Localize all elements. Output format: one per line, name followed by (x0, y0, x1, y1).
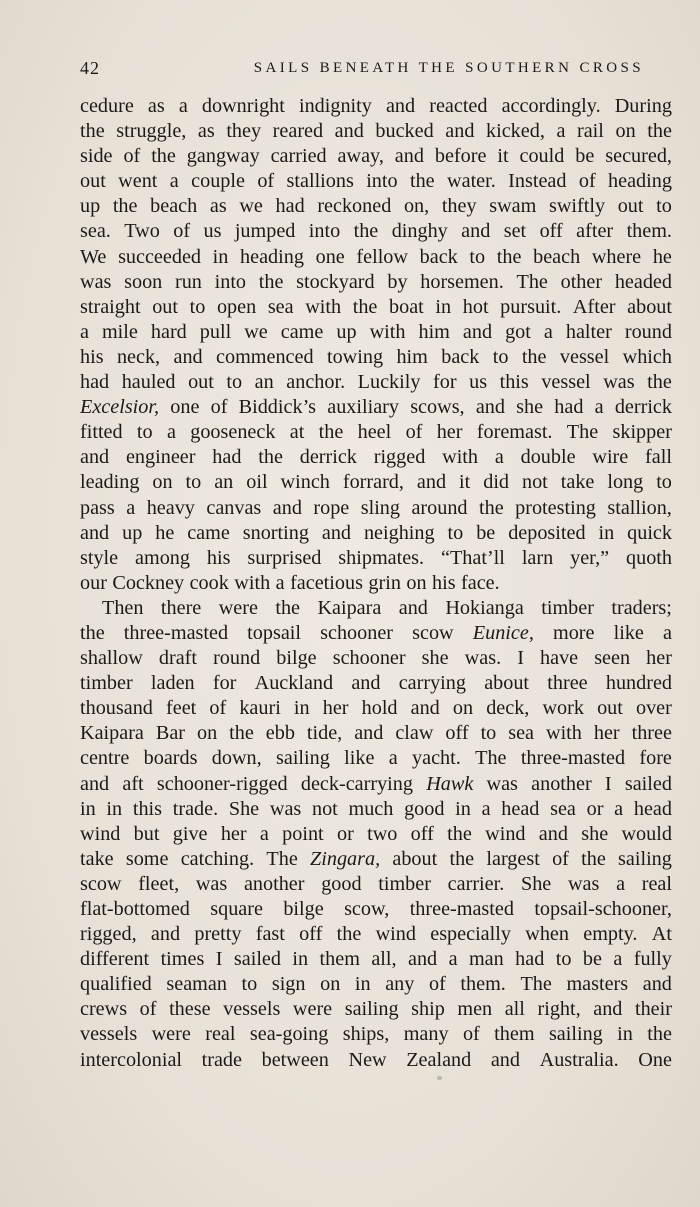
text-line: the three-masted topsail schooner scow Eunice, more like a (80, 621, 672, 644)
text-line: up the beach as we had reckoned on, they swam swiftly out to (80, 195, 672, 218)
text-line: and up he came snorting and neighing to be deposited in quick (80, 521, 672, 544)
text-line: and aft schooner-rigged deck-carrying Hawk was another I sailed (80, 772, 672, 795)
text-line: and engineer had the derrick rigged with a double wire fall (80, 446, 672, 469)
text-line: cedure as a downright indignity and reacted accordingly. During (80, 95, 672, 117)
text-line: We succeeded in heading one fellow back to the beach where he (80, 245, 672, 268)
text-line: side of the gangway carried away, and before it could be secured, (80, 145, 672, 168)
text-line: straight out to open sea with the boat in hot pursuit. After about (80, 295, 672, 318)
text-line: was soon run into the stockyard by horsemen. The other headed (80, 270, 672, 293)
text-line: crews of these vessels were sailing ship men all right, and their (80, 998, 672, 1021)
text-line: scow fleet, was another good timber carrier. She was a real (80, 872, 672, 895)
text-line: different times I sailed in them all, and a man had to be a fully (80, 948, 672, 971)
text-line: in in this trade. She was not much good in a head sea or a head (80, 797, 672, 820)
text-line: our Cockney cook with a facetious grin on his face. (80, 571, 500, 594)
text-line: shallow draft round bilge schooner she was. I have seen her (80, 647, 672, 670)
text-line: timber laden for Auckland and carrying about three hundred (80, 672, 672, 695)
text-line: pass a heavy canvas and rope sling around the protesting stallion, (80, 496, 672, 519)
text-line: centre boards down, sailing like a yacht. The three-masted fore (80, 747, 672, 770)
running-title: SAILS BENEATH THE SOUTHERN CROSS (253, 60, 644, 76)
text-line: Then there were the Kaipara and Hokianga timber traders; (102, 596, 672, 619)
page-number: 42 (80, 58, 100, 78)
text-line: wind but give her a point or two off the wind and she would (80, 822, 672, 845)
text-line: his neck, and commenced towing him back to the vessel which (80, 345, 672, 368)
text-line: out went a couple of stallions into the water. Instead of heading (80, 170, 672, 193)
text-line: leading on to an oil winch forrard, and it did not take long to (80, 471, 672, 494)
text-line: take some catching. The Zingara, about the largest of the sailing (80, 847, 672, 870)
body-text (80, 94, 672, 1073)
text-line: flat-bottomed square bilge scow, three-masted topsail-schooner, (80, 898, 672, 920)
text-line: style among his surprised shipmates. “That’ll larn yer,” quoth (80, 546, 672, 569)
text-line: Excelsior, one of Biddick’s auxiliary scows, and she had a derrick (80, 396, 672, 419)
text-line: fitted to a gooseneck at the heel of her foremast. The skipper (80, 421, 672, 444)
text-line: the struggle, as they reared and bucked and kicked, a rail on the (80, 120, 672, 143)
running-header (80, 58, 644, 84)
text-line: sea. Two of us jumped into the dinghy and set off after them. (80, 220, 672, 243)
text-line: thousand feet of kauri in her hold and on deck, work out over (80, 697, 672, 720)
text-line: Kaipara Bar on the ebb tide, and claw off to sea with her three (80, 722, 672, 745)
text-line: intercolonial trade between New Zealand and Australia. One (80, 1048, 672, 1071)
text-line: a mile hard pull we came up with him and got a halter round (80, 320, 672, 343)
paper-speck (437, 1076, 442, 1080)
text-line: had hauled out to an anchor. Luckily for us this vessel was the (80, 371, 672, 394)
text-line: vessels were real sea-going ships, many of them sailing in the (80, 1023, 672, 1046)
text-line: qualified seaman to sign on in any of them. The masters and (80, 973, 672, 996)
text-line: rigged, and pretty fast off the wind especially when empty. At (80, 923, 672, 946)
